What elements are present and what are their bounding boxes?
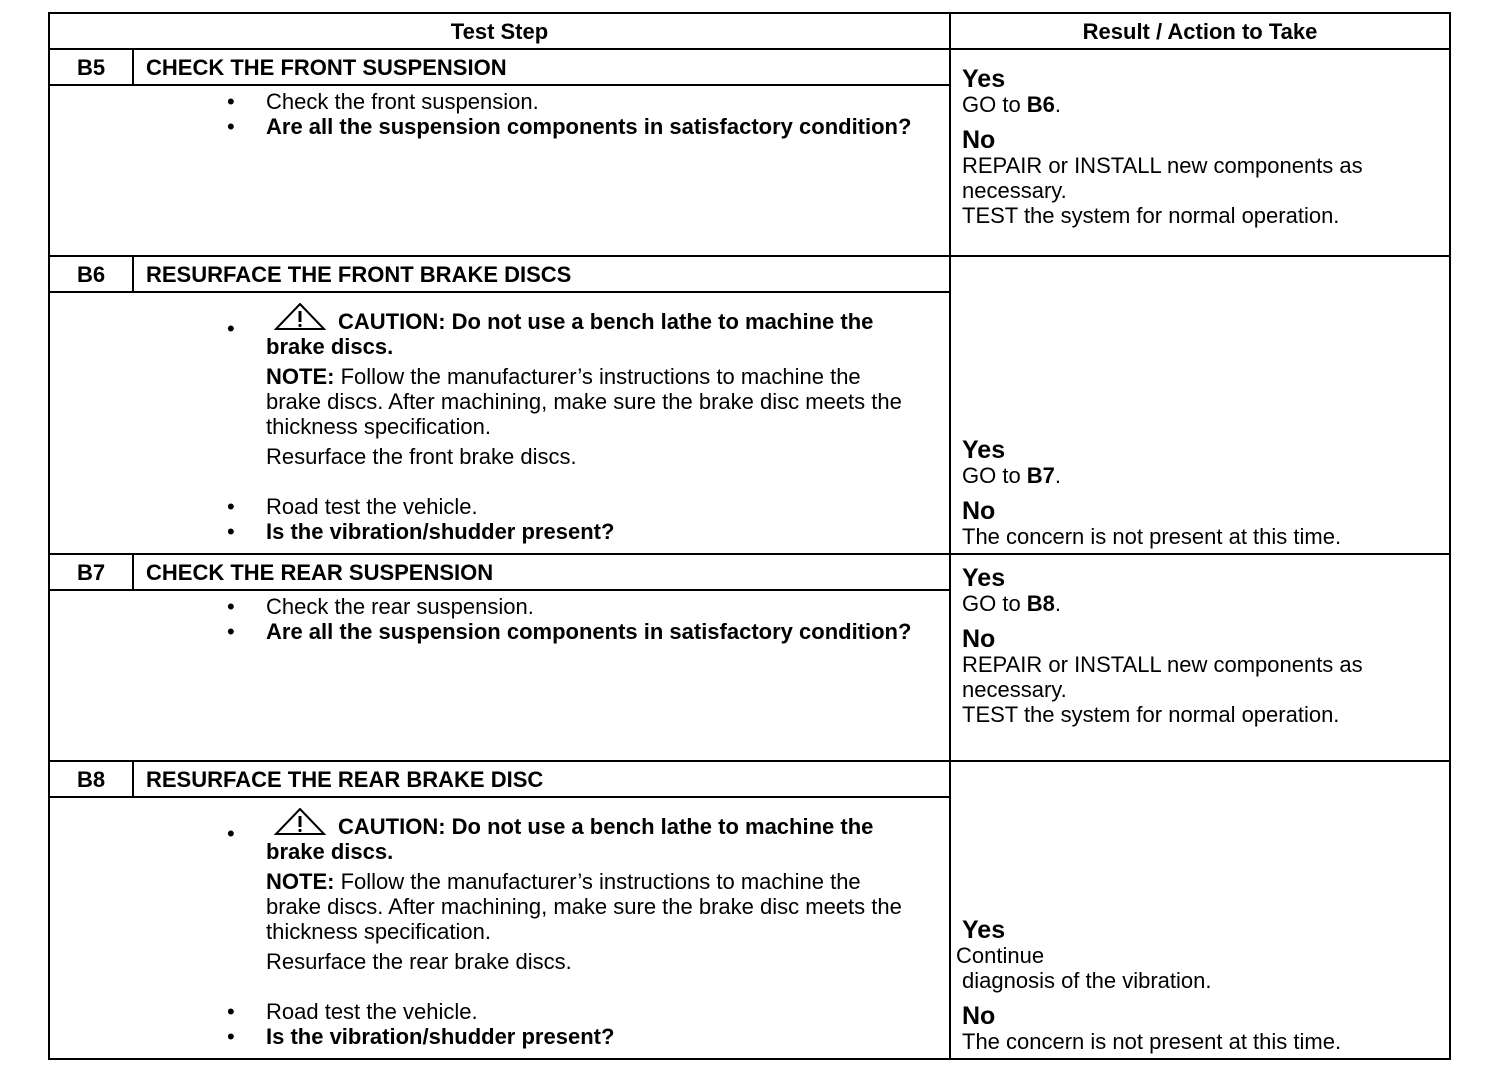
table-header-row <box>49 13 1450 49</box>
caution-item: • CAUTION: Do not use a bench lathe to machine the brake discs. <box>133 808 949 864</box>
no-action: The concern is not present at this time. <box>962 1029 1342 1054</box>
step-title-row <box>49 49 1450 85</box>
no-action-repair: REPAIR or INSTALL new components as necessary. <box>962 652 1363 702</box>
instruction-question: • Are all the suspension components in satisfactory condition? <box>227 114 912 139</box>
instruction-item: • Check the front suspension. <box>227 89 539 114</box>
no-action-repair: REPAIR or INSTALL new components as necessary. <box>962 153 1363 203</box>
no-label: No <box>962 625 996 653</box>
instruction-item: • Check the rear suspension. <box>227 594 534 619</box>
no-label: No <box>962 1002 996 1030</box>
test-step-header: Test Step <box>49 13 950 49</box>
instruction-item: • Road test the vehicle. <box>227 999 478 1024</box>
resurface-text: Resurface the rear brake discs. <box>266 949 572 974</box>
step-instructions <box>133 292 950 554</box>
yes-label: Yes <box>962 65 1006 93</box>
step-instructions <box>133 85 950 256</box>
step-result <box>950 256 1450 554</box>
diagnostic-table <box>48 12 1451 1060</box>
yes-action-diagnosis: diagnosis of the vibration. <box>962 968 1212 993</box>
step-id: B7 <box>49 554 133 590</box>
no-action-test: TEST the system for normal operation. <box>962 702 1340 727</box>
step-instructions <box>133 797 950 1059</box>
step-result <box>950 761 1450 1059</box>
warning-triangle-icon <box>274 808 326 836</box>
yes-action-continue: Continue <box>956 943 1045 968</box>
step-title-row <box>49 554 1450 590</box>
yes-label: Yes <box>962 436 1006 464</box>
result-action-header: Result / Action to Take <box>950 13 1450 49</box>
no-action-test: TEST the system for normal operation. <box>962 203 1340 228</box>
step-title-row <box>49 256 1450 292</box>
instruction-question: • Are all the suspension components in satisfactory condition? <box>227 619 912 644</box>
step-id: B8 <box>49 761 133 797</box>
yes-label: Yes <box>962 916 1006 944</box>
caution-item: • CAUTION: Do not use a bench lathe to machine the brake discs. <box>133 303 949 359</box>
resurface-text: Resurface the front brake discs. <box>266 444 577 469</box>
instruction-question: • Is the vibration/shudder present? <box>227 519 615 544</box>
step-title-row <box>49 761 1450 797</box>
no-label: No <box>962 497 996 525</box>
instruction-item: • Road test the vehicle. <box>227 494 478 519</box>
instruction-question: • Is the vibration/shudder present? <box>227 1024 615 1049</box>
step-id: B6 <box>49 256 133 292</box>
note-text: NOTE: Follow the manufacturer’s instructions to machine the brake discs. After machining, make sure the brake disc meets the thickness specification. <box>266 869 902 944</box>
step-instructions <box>133 590 950 761</box>
warning-triangle-icon <box>274 303 326 331</box>
step-title: RESURFACE THE FRONT BRAKE DISCS <box>133 256 950 292</box>
no-action: The concern is not present at this time. <box>962 524 1342 549</box>
yes-action: GO to B7. <box>962 463 1062 488</box>
step-result <box>950 49 1450 256</box>
step-result <box>950 554 1450 761</box>
step-id: B5 <box>49 49 133 85</box>
yes-action: GO to B6. <box>962 92 1062 117</box>
step-title: CHECK THE REAR SUSPENSION <box>133 554 950 590</box>
no-label: No <box>962 126 996 154</box>
note-text: NOTE: Follow the manufacturer’s instructions to machine the brake discs. After machining, make sure the brake disc meets the thickness specification. <box>266 364 902 439</box>
step-title: CHECK THE FRONT SUSPENSION <box>133 49 950 85</box>
step-title: RESURFACE THE REAR BRAKE DISC <box>133 761 950 797</box>
yes-label: Yes <box>962 564 1006 592</box>
yes-action: GO to B8. <box>962 591 1062 616</box>
